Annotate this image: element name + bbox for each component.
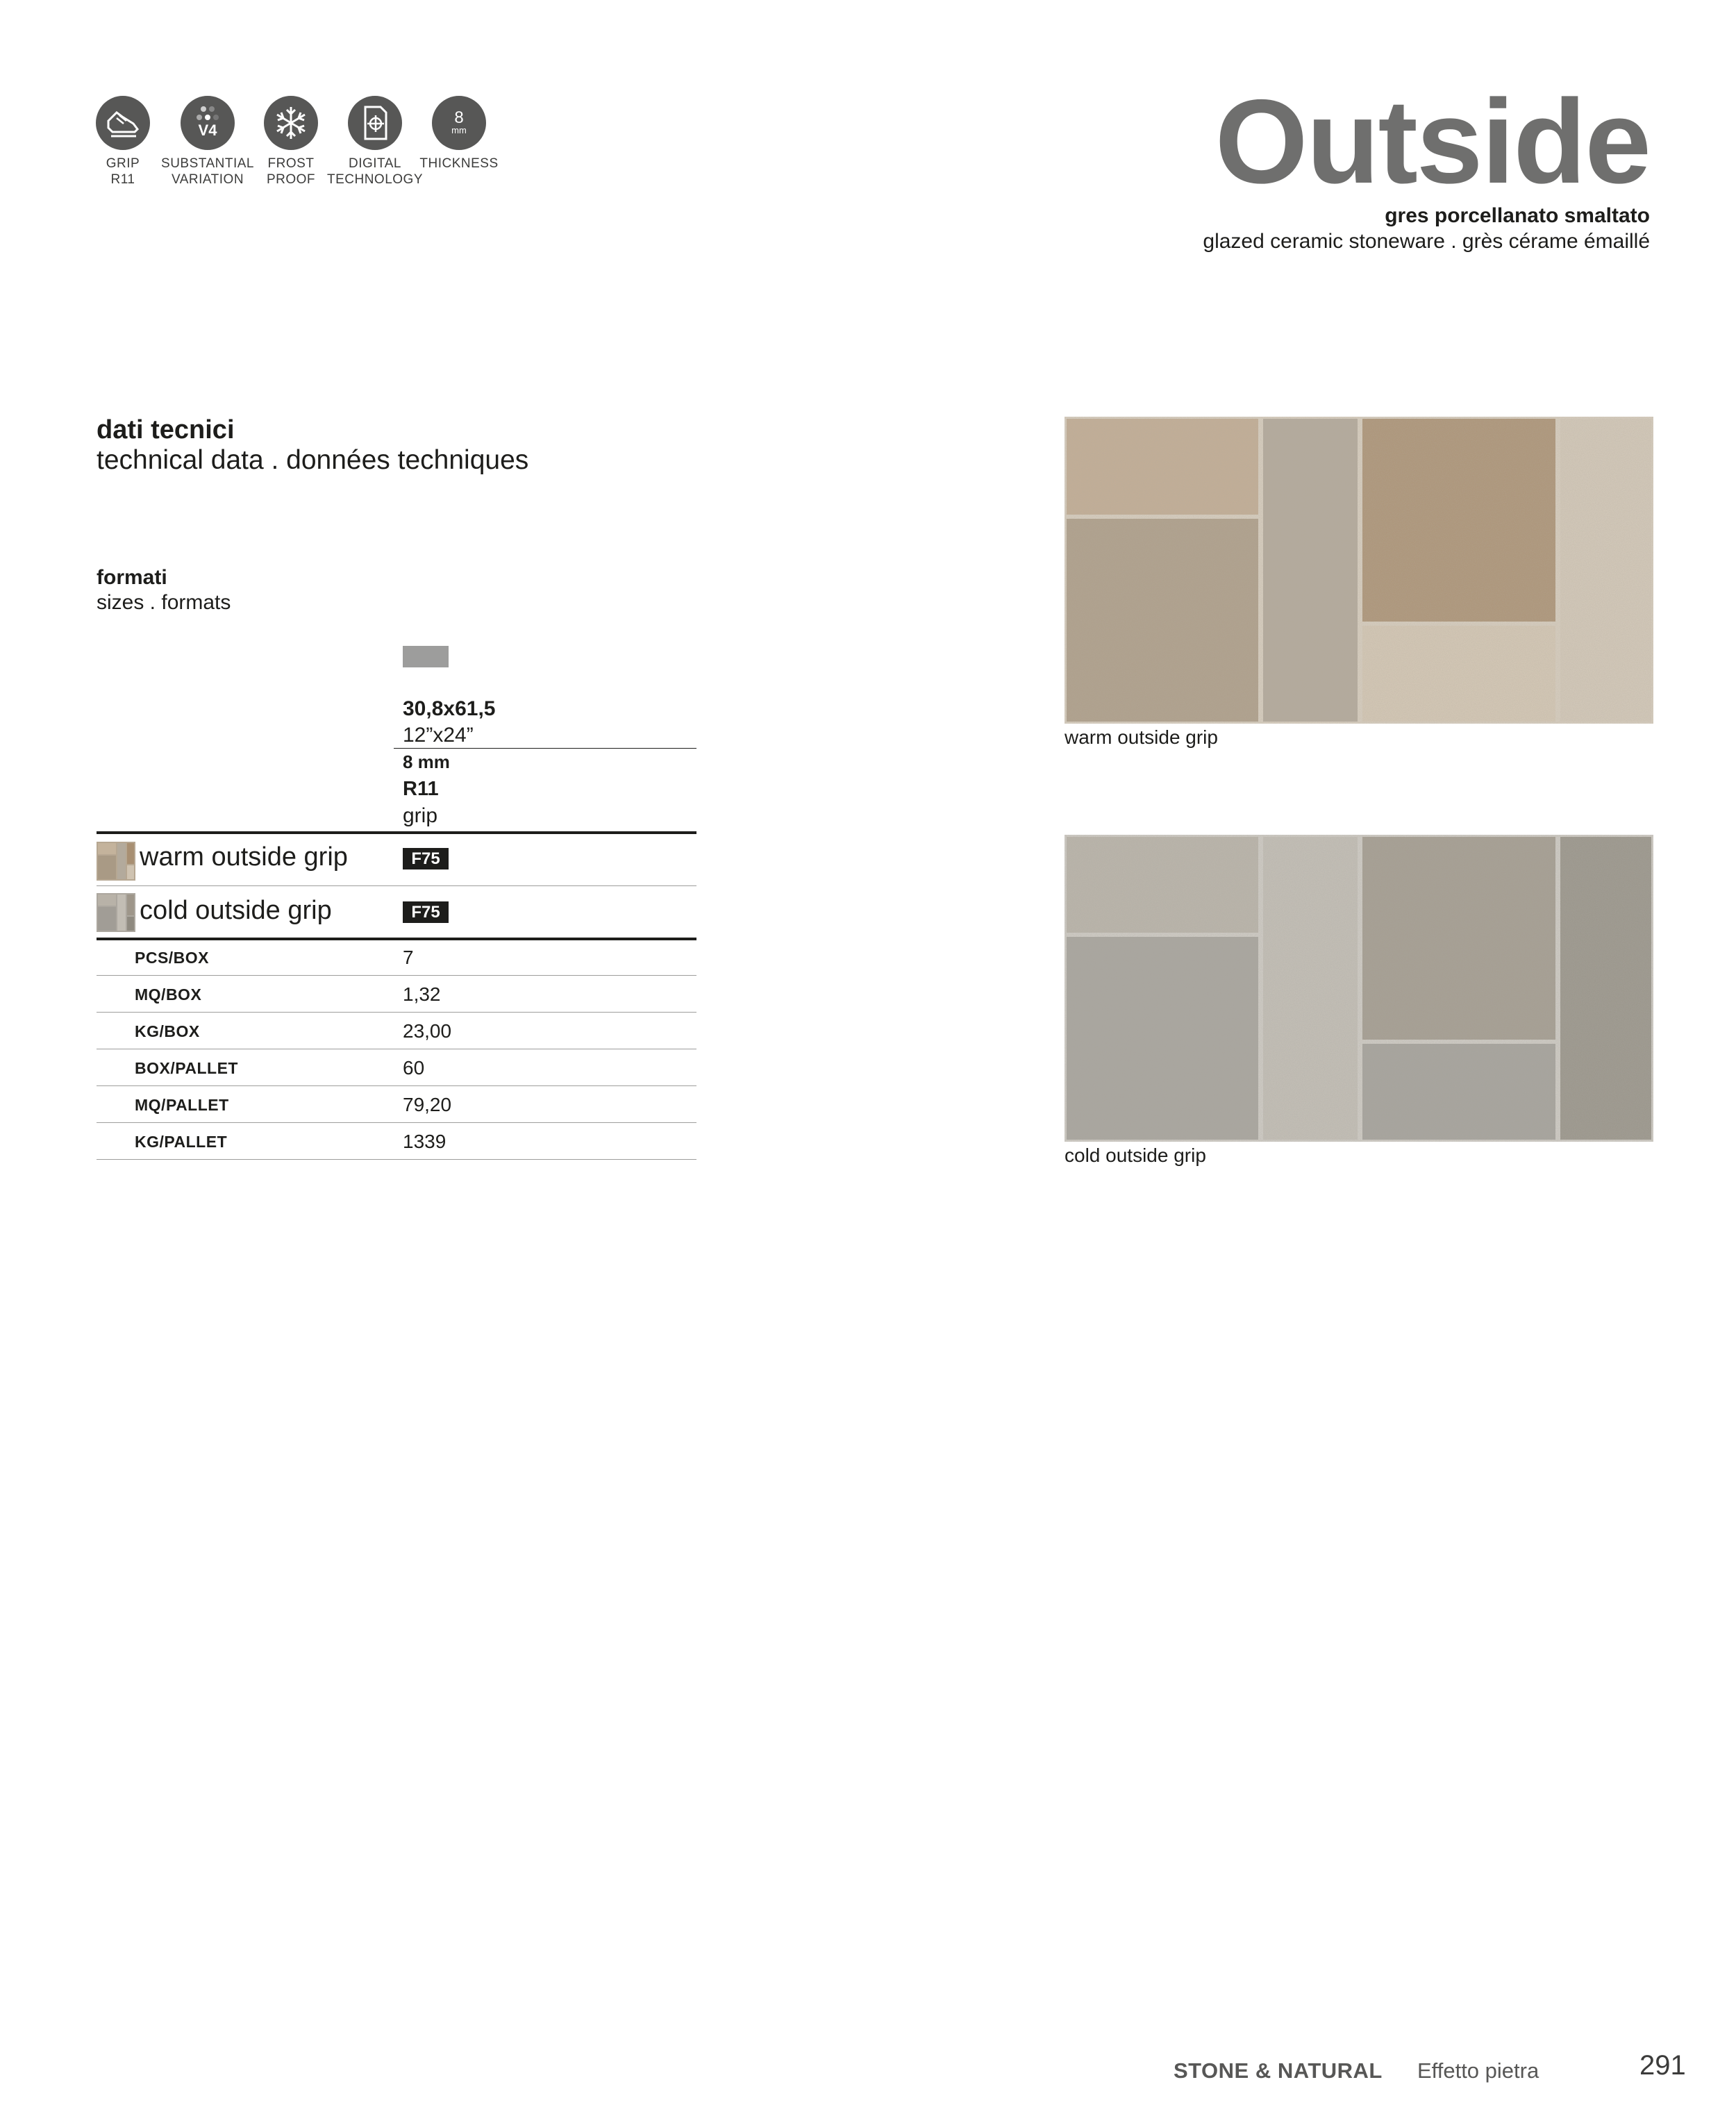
thickness-icon xyxy=(432,96,486,150)
packing-value: 79,20 xyxy=(403,1094,452,1115)
divider xyxy=(97,885,696,886)
thickness-value: 8 mm xyxy=(403,751,450,772)
divider xyxy=(97,1012,696,1013)
packing-label: MQ/BOX xyxy=(135,985,202,1004)
feature-label: THICKNESS xyxy=(419,156,499,171)
v4-badge: V4 xyxy=(198,122,217,139)
digital-print-icon xyxy=(348,96,402,150)
footer-section: STONE & NATURAL xyxy=(1174,2058,1383,2083)
product-code-badge: F75 xyxy=(403,901,449,923)
divider xyxy=(97,1159,696,1160)
packing-label: KG/PALLET xyxy=(135,1133,228,1151)
feature-label: FROST xyxy=(267,156,315,171)
feature-label: SUBSTANTIAL xyxy=(161,156,254,171)
product-code-badge: F75 xyxy=(403,848,449,869)
page-number: 291 xyxy=(1639,2050,1686,2081)
packing-label: BOX/PALLET xyxy=(135,1059,238,1077)
divider xyxy=(97,1122,696,1123)
formats-heading: formati xyxy=(97,566,167,589)
packing-value: 23,00 xyxy=(403,1020,452,1042)
size-metric: 30,8x61,5 xyxy=(403,697,496,720)
shoe-grip-icon xyxy=(96,96,150,150)
grip-word: grip xyxy=(403,804,438,827)
photo-caption-cold: cold outside grip xyxy=(1065,1145,1206,1166)
footer-section-sub: Effetto pietra xyxy=(1417,2058,1539,2083)
feature-label: DIGITAL xyxy=(349,156,401,171)
packing-value: 1,32 xyxy=(403,983,441,1005)
subtitle-italian: gres porcellanato smaltato xyxy=(1385,204,1650,227)
feature-label: VARIATION xyxy=(171,172,244,187)
size-inch: 12”x24” xyxy=(403,724,474,747)
divider-thick xyxy=(97,938,696,940)
packing-label: PCS/BOX xyxy=(135,949,210,967)
feature-thickness xyxy=(407,96,511,172)
divider-thick xyxy=(97,831,696,834)
feature-label: R11 xyxy=(110,172,135,187)
packing-label: KG/BOX xyxy=(135,1022,200,1040)
cold-swatch-thumbnail xyxy=(97,893,135,932)
feature-label: GRIP xyxy=(106,156,140,171)
formats-subheading: sizes . formats xyxy=(97,591,231,614)
thickness-unit: mm xyxy=(451,125,467,135)
warm-outside-grip-photo xyxy=(1065,417,1653,724)
feature-label: PROOF xyxy=(266,172,316,187)
packing-value: 60 xyxy=(403,1057,425,1079)
format-swatch xyxy=(403,646,449,667)
photo-caption-warm: warm outside grip xyxy=(1065,726,1218,748)
divider xyxy=(97,1085,696,1086)
packing-value: 1339 xyxy=(403,1131,446,1152)
warm-swatch-thumbnail xyxy=(97,842,135,881)
product-name-cold: cold outside grip xyxy=(140,896,332,925)
grip-class: R11 xyxy=(403,778,439,800)
packing-label: MQ/PALLET xyxy=(135,1096,229,1114)
subtitle-translations: glazed ceramic stoneware . grès cérame émaillé xyxy=(1203,230,1650,253)
page-title: Outside xyxy=(1215,75,1650,208)
cold-outside-grip-photo xyxy=(1065,835,1653,1142)
technical-subheading: technical data . données techniques xyxy=(97,445,529,475)
packing-value: 7 xyxy=(403,947,414,968)
snowflake-icon xyxy=(264,96,318,150)
product-name-warm: warm outside grip xyxy=(140,842,348,872)
v4-variation-icon xyxy=(181,96,235,150)
divider xyxy=(394,748,696,749)
technical-heading: dati tecnici xyxy=(97,415,235,444)
divider xyxy=(97,975,696,976)
feature-label: TECHNOLOGY xyxy=(326,172,424,187)
thickness-number: 8 xyxy=(454,108,464,127)
